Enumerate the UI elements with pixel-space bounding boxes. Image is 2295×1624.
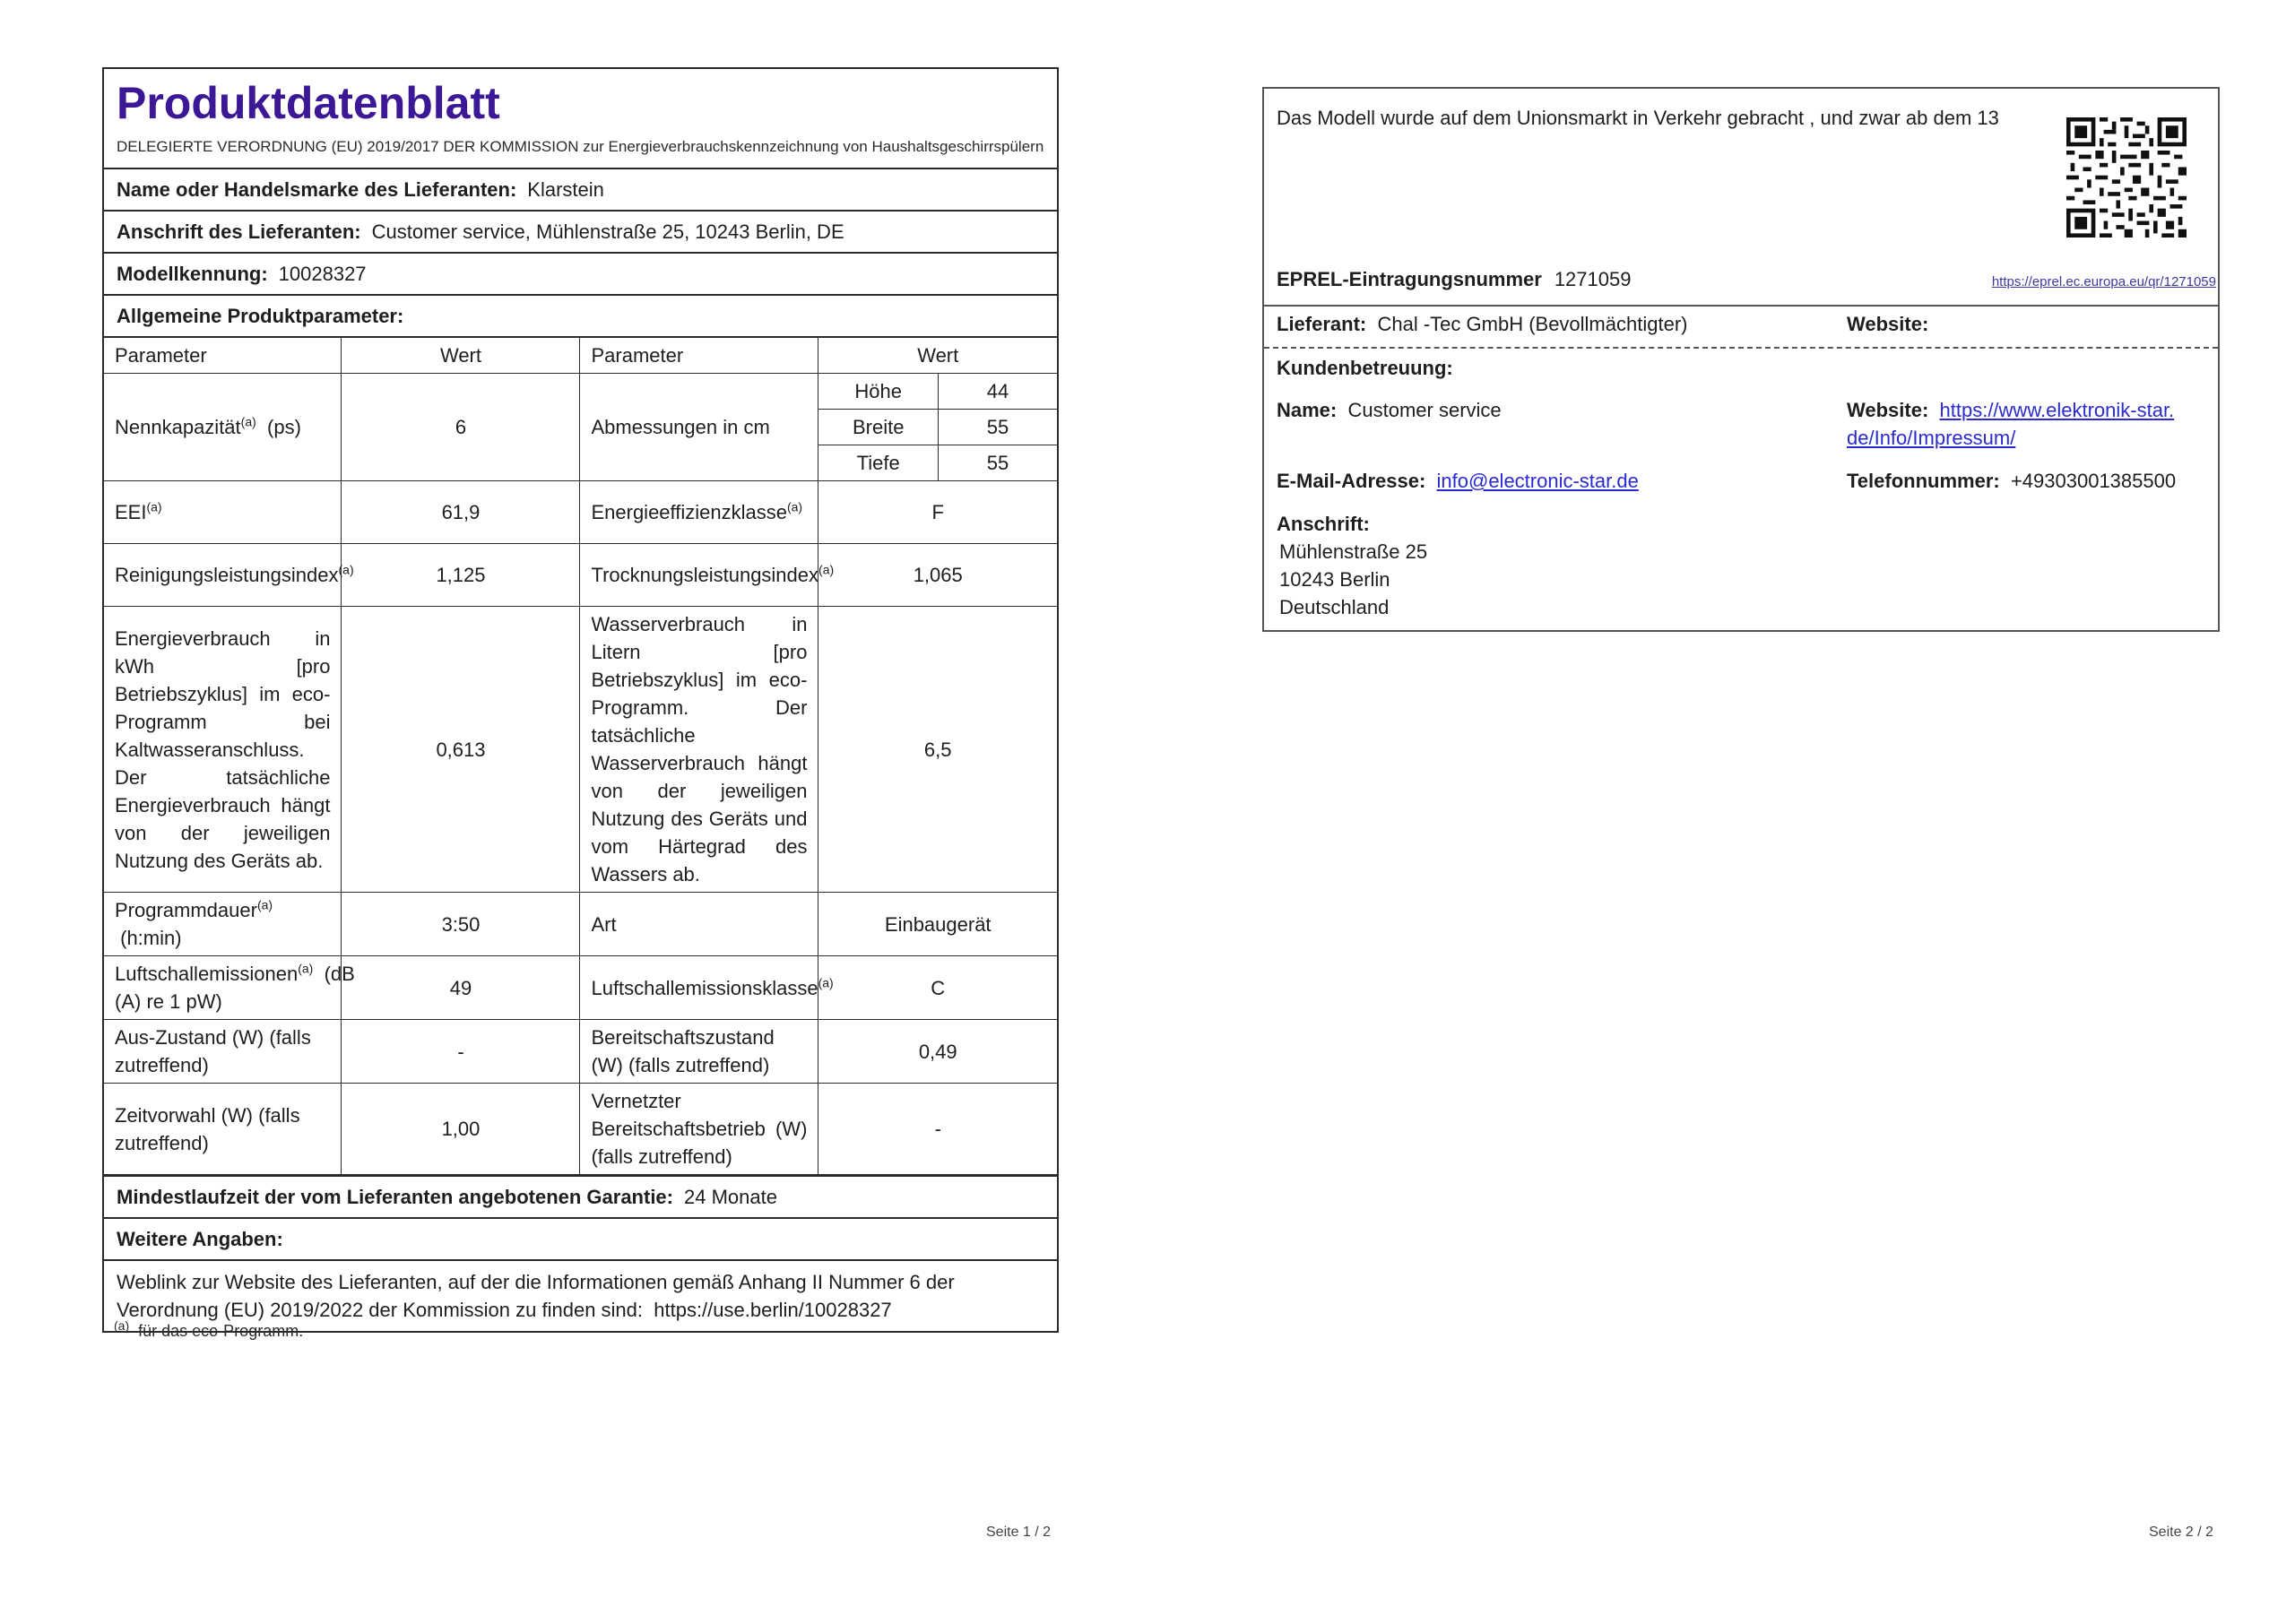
cleaning-value: 1,125 [342,544,580,607]
email-line [1277,467,1639,495]
type-label: Art [580,893,818,956]
name-value: Customer service [1347,399,1502,421]
eprel-label: EPREL-Eintragungsnummer [1277,268,1542,290]
standby-value: 0,49 [818,1020,1057,1084]
weblink-cell [104,1259,1057,1331]
capacity-label-cell [104,374,342,481]
drying-label: Trocknungsleistungsindex [591,564,819,586]
email-link[interactable]: info@electronic-star.de [1436,470,1639,492]
height-label: Höhe [818,374,939,410]
weblink-text: Weblink zur Website des Lieferanten, auf der die Informationen gemäß Anhang II Nummer 6 der Verordnung (EU) 2019/2022 der Kommission zu finden sind: [117,1271,955,1321]
website-line [1847,310,1928,338]
page-title: Produktdatenblatt [117,78,500,128]
noise-class-value: C [818,956,1057,1020]
address-line-3: Deutschland [1279,596,1390,618]
noise-label: Luftschallemissionen [115,963,299,985]
divider [1264,305,2218,307]
networked-standby-value: - [818,1084,1057,1175]
supplier-name-row [104,169,1057,212]
qr-code-icon[interactable] [2066,117,2187,238]
energy-class-label-cell [580,481,818,544]
supplier-address-value: Customer service, Mühlenstraße 25, 10243 Berlin, DE [371,220,844,243]
standby-label: Bereitschaftszustand (W) (falls zutreffend) [580,1020,818,1084]
footnote-mark: (a) [298,961,314,976]
footnote [114,1318,304,1341]
footnote-mark: (a) [240,414,256,429]
page-number: Seite 2 / 2 [2149,1525,2214,1540]
supplier-name-label: Name oder Handelsmarke des Lieferanten: [117,177,517,201]
capacity-label: Nennkapazität [115,416,241,438]
table-row [104,481,1057,544]
off-mode-label: Aus-Zustand (W) (falls zutreffend) [104,1020,342,1084]
general-params-label: Allgemeine Produktparameter: [117,304,404,327]
capacity-value: 6 [342,374,580,481]
footnote-mark: (a) [786,499,803,514]
warranty-row [104,1175,1057,1217]
dashed-divider [1264,347,2218,349]
phone-label: Telefonnummer: [1847,470,2000,492]
eprel-number: 1271059 [1554,268,1632,290]
supplier-line [1277,310,1687,338]
delay-start-value: 1,00 [342,1084,580,1175]
noise-label-cell [104,956,355,1020]
email-label: E-Mail-Adresse: [1277,470,1426,492]
weblink-url[interactable]: https://use.berlin/10028327 [654,1299,892,1321]
address-line-2: 10243 Berlin [1279,568,1390,591]
noise-unit: (dB (A) re 1 pW) [115,963,355,1013]
table-row [104,607,1057,893]
drying-value: 1,065 [818,544,1057,607]
table-row [104,1084,1057,1175]
networked-standby-label: Vernetzter Bereitschaftsbetrieb (W) (falls zutreffend) [580,1084,818,1175]
water-consumption-value: 6,5 [818,607,1057,893]
cs-website-line [1847,396,2214,452]
cs-name-line [1277,396,1502,424]
model-row [104,254,1057,296]
noise-class-label: Luftschallemissionsklasse [591,976,818,999]
supplier-label: Lieferant: [1277,313,1367,335]
product-datasheet-page-1 [102,67,1059,1333]
type-value: Einbaugerät [818,893,1057,956]
warranty-label: Mindestlaufzeit der vom Lieferanten angebotenen Garantie: [117,1185,673,1208]
eei-value: 61,9 [342,481,580,544]
eprel-link[interactable]: https://eprel.ec.europa.eu/qr/1271059 [1991,274,2216,289]
further-info-row [104,1217,1057,1259]
off-mode-value: - [342,1020,580,1084]
drying-label-cell [580,544,835,607]
noise-class-label-cell [580,956,834,1020]
website-label: Website: [1847,313,1929,335]
footnote-mark: (a) [818,562,835,577]
customer-service-label: Kundenbetreuung: [1277,357,1453,379]
warranty-value: 24 Monate [684,1185,777,1208]
duration-unit: (h:min) [120,927,182,949]
water-consumption-label: Wasserverbrauch in Litern [pro Betriebszyklus] im eco-Programm. Der tatsächliche Wasserverbrauch hängt von der jeweiligen Nutzung des Geräts und vom Härtegrad des Wassers ab. [580,607,818,893]
capacity-unit: (ps) [267,416,301,438]
parameter-table [104,336,1057,1175]
energy-consumption-value: 0,613 [342,607,580,893]
col-header-parameter-2: Parameter [580,337,818,374]
customer-service-heading [1277,354,1453,382]
table-row [104,1020,1057,1084]
market-intro-text: Das Modell wurde auf dem Unionsmarkt in Verkehr gebracht , und zwar ab dem 13 [1277,107,1999,129]
duration-label: Programmdauer [115,899,257,921]
address-block [1277,510,1427,621]
width-value: 55 [938,410,1057,445]
phone-line [1847,467,2176,495]
footnote-text: für das eco-Programm. [138,1322,304,1340]
cleaning-label-cell [104,544,354,607]
footnote-mark: (a) [338,562,354,577]
cs-website-link[interactable]: https://www.elektronik-star. [1939,399,2175,421]
col-header-parameter: Parameter [104,337,342,374]
depth-value: 55 [938,445,1057,481]
general-params-row [104,296,1057,336]
cleaning-label: Reinigungsleistungsindex [115,564,339,586]
supplier-name-value: Klarstein [527,177,604,201]
cs-website-link-cont[interactable]: de/Info/Impressum/ [1847,427,2016,449]
energy-class-label: Energieeffizienzklasse [591,501,787,523]
width-label: Breite [818,410,939,445]
further-info-label: Weitere Angaben: [117,1227,283,1250]
name-label: Name: [1277,399,1338,421]
eei-label-cell [104,481,342,544]
model-label: Modellkennung: [117,262,268,285]
table-header-row [104,337,1057,374]
footnote-mark: (a) [146,499,162,514]
delay-start-label: Zeitvorwahl (W) (falls zutreffend) [104,1084,342,1175]
product-datasheet-page-2 [1262,87,2220,632]
dimensions-label: Abmessungen in cm [580,374,818,481]
page-number: Seite 1 / 2 [986,1525,1052,1540]
eprel-registration [1277,268,1631,291]
address-line-1: Mühlenstraße 25 [1279,540,1428,563]
eei-label: EEI [115,501,147,523]
energy-class-value: F [818,481,1057,544]
height-value: 44 [938,374,1057,410]
table-row [104,956,1057,1020]
table-row [104,544,1057,607]
table-row [104,374,1057,410]
supplier-address-row [104,212,1057,254]
cs-website-label: Website: [1847,399,1929,421]
datasheet-header [104,69,1057,169]
table-row [104,893,1057,956]
footnote-mark: (a) [818,975,834,990]
duration-value: 3:50 [342,893,580,956]
energy-consumption-label: Energieverbrauch in kWh [pro Betriebszyklus] im eco-Programm bei Kaltwasseranschluss. Der tatsächliche Energieverbrauch hängt von der jeweiligen Nutzung des Geräts ab. [104,607,342,893]
regulation-text: DELEGIERTE VERORDNUNG (EU) 2019/2017 DER KOMMISSION zur Energieverbrauchskennzeichnung von Haushaltsgeschirrspülern [117,138,1044,155]
col-header-value-2: Wert [818,337,1057,374]
supplier-address-label: Anschrift des Lieferanten: [117,220,361,243]
footnote-mark: (a) [256,897,273,912]
supplier-value: Chal -Tec GmbH (Bevollmächtigter) [1377,313,1688,335]
noise-value: 49 [342,956,580,1020]
duration-label-cell [104,893,342,956]
depth-label: Tiefe [818,445,939,481]
address-label: Anschrift: [1277,513,1370,535]
phone-value: +49303001385500 [2010,470,2177,492]
footnote-mark: (a) [114,1318,130,1333]
model-value: 10028327 [278,262,367,285]
col-header-value: Wert [342,337,580,374]
